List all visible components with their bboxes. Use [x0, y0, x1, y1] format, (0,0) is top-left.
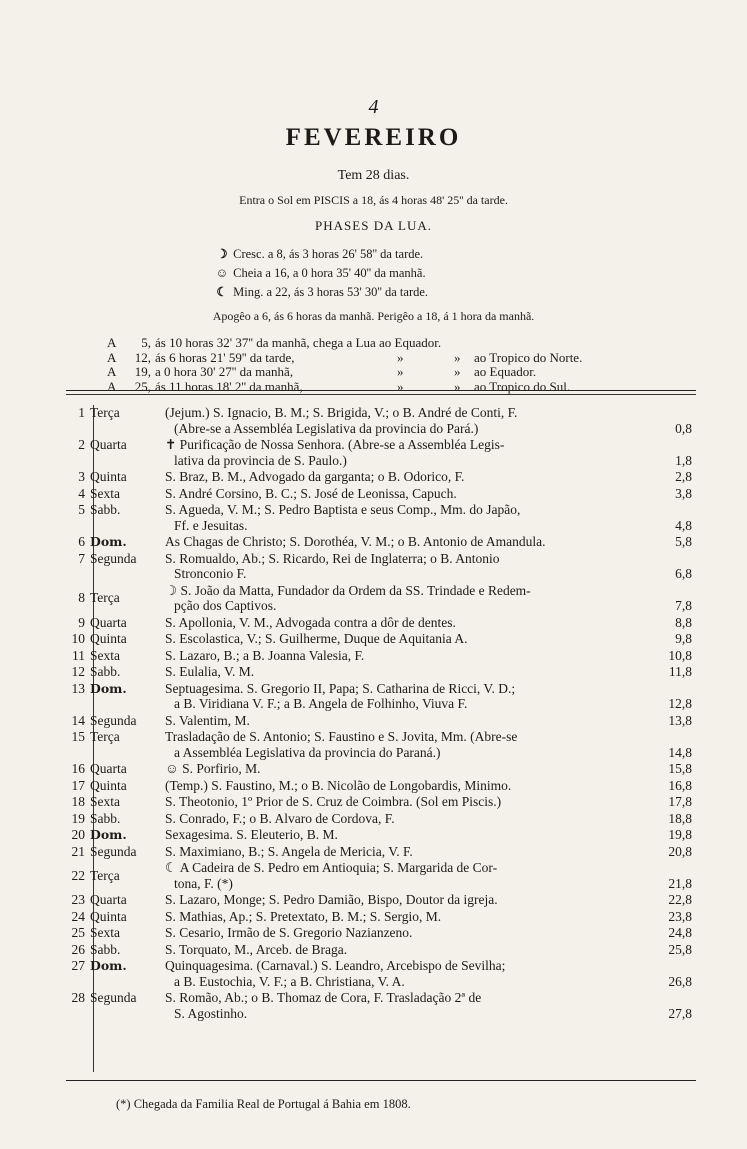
equator-row — [107, 349, 583, 366]
feast-line: S. Agueda, V. M.; S. Pedro Baptista e seus Comp., Mm. do Japão, — [165, 502, 521, 517]
weekday: Quarta — [90, 614, 127, 630]
feast-line-continued: pção dos Captivos. — [174, 598, 277, 613]
feast-line: S. Braz, B. M., Advogado da garganta; o B. Odorico, F. — [165, 469, 465, 484]
feast-line: S. Apollonia, V. M., Advogada contra a dôr de dentes. — [165, 614, 456, 630]
epact-value: 16,8 — [668, 777, 692, 793]
feast-line: ☾ A Cadeira de S. Pedro em Antioquia; S. Margarida de Cor- — [165, 860, 498, 875]
equator-row — [107, 378, 571, 395]
feast-text — [165, 925, 645, 941]
feast-text — [165, 909, 645, 925]
feast-text — [165, 405, 645, 436]
feast-text — [165, 892, 645, 908]
feast-line-continued: Ff. e Jesuitas. — [174, 517, 248, 533]
day-number: 19 — [71, 810, 85, 826]
feast-text — [165, 827, 645, 843]
ditto-mark: » — [397, 378, 404, 394]
equator-row — [107, 364, 537, 380]
feast-line: S. Escolastica, V.; S. Guilherme, Duque de Aquitania A. — [165, 631, 468, 646]
moon-phase-text: Ming. a 22, ás 3 horas 53' 30'' da tarde. — [233, 285, 429, 299]
day-number: 1 — [78, 405, 85, 420]
feast-text — [165, 761, 645, 777]
apogee-perigee-line: Apogêo a 6, ás 6 horas da manhã. Perigêo a 18, á 1 hora da manhã. — [212, 309, 535, 323]
feast-text — [165, 942, 645, 958]
feast-text — [165, 583, 645, 614]
feast-text — [165, 713, 645, 729]
equator-prefix: A — [107, 335, 117, 350]
waning-moon-icon: ☾ — [216, 285, 228, 299]
feast-text — [165, 664, 645, 680]
weekday: Segunda — [90, 550, 137, 566]
epact-value: 2,8 — [675, 469, 692, 484]
day-number: 17 — [71, 777, 85, 793]
epact-value: 8,8 — [675, 614, 692, 630]
epact-value: 18,8 — [668, 810, 692, 826]
weekday: Dom. — [90, 958, 127, 973]
top-rule-double — [66, 394, 696, 395]
ditto-mark: » — [397, 349, 404, 365]
equator-prefix: A — [107, 364, 117, 379]
day-number: 20 — [71, 827, 85, 842]
equator-destination: ao Tropico do Sul. — [474, 378, 571, 394]
epact-value: 11,8 — [668, 664, 692, 679]
epact-value: 19,8 — [668, 827, 692, 842]
weekday: Sabb. — [90, 502, 121, 517]
day-number: 5 — [78, 502, 85, 517]
epact-value: 21,8 — [668, 875, 692, 891]
feast-line-continued: (Abre-se a Assembléa Legislativa da provincia do Pará.) — [174, 420, 479, 436]
weekday: Sexta — [90, 485, 120, 501]
equator-day: 25, — [134, 378, 151, 394]
epact-value: 10,8 — [668, 647, 692, 663]
weekday: Segunda — [90, 712, 137, 728]
epact-value: 4,8 — [675, 517, 692, 533]
feast-line: S. Theotonio, 1º Prior de S. Cruz de Coimbra. (Sol em Piscis.) — [165, 794, 502, 809]
feast-text — [165, 860, 645, 891]
feast-text — [165, 844, 645, 860]
day-number: 13 — [71, 680, 85, 696]
feast-line: ☽ S. João da Matta, Fundador da Ordem da SS. Trindade e Redem- — [165, 582, 531, 598]
feast-text — [165, 437, 645, 468]
day-number: 24 — [71, 908, 85, 924]
moon-phase-text: Cresc. a 8, ás 3 horas 26' 58'' da tarde. — [233, 247, 424, 261]
day-number: 10 — [71, 631, 85, 646]
equator-time: ás 10 horas 32' 37'' da manhã, chega a Lua ao Equador. — [155, 335, 442, 350]
epact-value: 26,8 — [668, 973, 692, 989]
weekday: Terça — [90, 729, 120, 744]
top-rule — [66, 390, 696, 391]
equator-time: a 0 hora 30' 27'' da manhã, — [155, 364, 294, 379]
epact-value: 23,8 — [668, 908, 692, 924]
day-number: 12 — [71, 664, 85, 679]
feast-text — [165, 778, 645, 794]
weekday: Quarta — [90, 437, 127, 452]
feast-text — [165, 958, 645, 989]
feast-line: S. Cesario, Irmão de S. Gregorio Nazianzeno. — [165, 925, 413, 940]
feast-text — [165, 648, 645, 664]
weekday: Terça — [90, 590, 120, 606]
feast-text — [165, 729, 645, 760]
weekday: Quinta — [90, 777, 127, 793]
weekday: Quarta — [90, 761, 127, 776]
feast-line: (Temp.) S. Faustino, M.; o B. Nicolão de Longobardis, Minimo. — [165, 777, 512, 793]
feast-line-continued: a Assembléa Legislativa da provincia do Paraná.) — [174, 744, 441, 760]
equator-day: 19, — [134, 364, 151, 379]
weekday: Segunda — [90, 990, 137, 1005]
epact-value: 14,8 — [668, 744, 692, 760]
weekday: Sabb. — [90, 941, 121, 957]
moon-phases-heading: PHASES DA LUA. — [315, 218, 432, 233]
feast-line: Septuagesima. S. Gregorio II, Papa; S. Catharina de Ricci, V. D.; — [165, 680, 516, 696]
epact-value: 6,8 — [675, 566, 692, 581]
feast-text — [165, 486, 645, 502]
feast-line: ☺ S. Porfirio, M. — [165, 761, 261, 776]
equator-day: 5, — [141, 335, 151, 350]
day-number: 4 — [78, 485, 85, 501]
moon-phases-list — [214, 245, 428, 302]
feast-line: S. Eulalia, V. M. — [165, 664, 255, 679]
weekday: Sexta — [90, 647, 120, 663]
moon-phase-row — [214, 283, 428, 302]
day-number: 22 — [71, 867, 85, 883]
page-number: 4 — [368, 96, 379, 118]
ditto-mark: » — [454, 349, 461, 365]
feast-line: ✝ Purificação de Nossa Senhora. (Abre-se a Assembléa Legis- — [165, 437, 505, 452]
feast-line-continued: a B. Eustochia, V. F.; a B. Christiana, V. A. — [174, 973, 405, 989]
moon-equator-list — [107, 335, 583, 394]
day-number: 16 — [71, 761, 85, 776]
epact-value: 27,8 — [668, 1005, 692, 1021]
epact-value: 3,8 — [675, 485, 692, 501]
feast-line-continued: tona, F. (*) — [174, 875, 233, 891]
feast-text — [165, 615, 645, 631]
feast-text — [165, 681, 645, 712]
feast-text — [165, 551, 645, 582]
epact-value: 17,8 — [668, 794, 692, 809]
feast-line: S. Lazaro, Monge; S. Pedro Damião, Bispo, Doutor da igreja. — [165, 892, 498, 907]
feast-line-continued: Stronconio F. — [174, 566, 247, 581]
weekday: Dom. — [90, 680, 127, 696]
equator-row — [107, 335, 442, 351]
feast-line: S. Lazaro, B.; a B. Joanna Valesia, F. — [165, 647, 365, 663]
day-number: 25 — [71, 925, 85, 940]
feast-line: S. Mathias, Ap.; S. Pretextato, B. M.; S. Sergio, M. — [165, 908, 442, 924]
epact-value: 13,8 — [668, 712, 692, 728]
weekday: Quinta — [90, 631, 127, 646]
day-number: 7 — [78, 550, 85, 566]
equator-time: ás 6 horas 21' 59'' da tarde, — [155, 349, 295, 365]
day-number: 21 — [71, 843, 85, 859]
feast-line: Sexagesima. S. Eleuterio, B. M. — [165, 827, 338, 842]
epact-value: 12,8 — [668, 696, 692, 711]
day-number: 28 — [71, 990, 85, 1005]
crescent-moon-icon: ☽ — [216, 247, 228, 261]
weekday: Terça — [90, 867, 120, 883]
epact-value: 24,8 — [668, 925, 692, 940]
footnote: (*) Chegada da Familia Real de Portugal á Bahia em 1808. — [116, 1097, 411, 1111]
feast-text — [165, 502, 645, 533]
feast-text — [165, 990, 645, 1021]
weekday: Segunda — [90, 843, 137, 859]
day-number: 8 — [78, 590, 85, 606]
weekday: Sabb. — [90, 810, 121, 826]
day-number: 2 — [78, 437, 85, 452]
epact-value: 5,8 — [675, 534, 692, 549]
days-count: Tem 28 dias. — [337, 168, 410, 183]
feast-line: Trasladação de S. Antonio; S. Faustino e S. Jovita, Mm. (Abre-se — [165, 729, 518, 744]
day-number: 23 — [71, 892, 85, 907]
weekday: Sexta — [90, 925, 120, 940]
weekday: Sabb. — [90, 664, 121, 679]
day-number: 18 — [71, 794, 85, 809]
ditto-mark: » — [397, 364, 404, 379]
equator-prefix: A — [107, 349, 117, 365]
day-number: 26 — [71, 941, 85, 957]
feast-line: S. Valentim, M. — [165, 712, 250, 728]
epact-value: 25,8 — [668, 941, 692, 957]
feast-line: (Jejum.) S. Ignacio, B. M.; S. Brigida, V.; o B. André de Conti, F. — [165, 405, 518, 420]
moon-phase-row — [214, 264, 428, 283]
epact-value: 0,8 — [675, 420, 692, 436]
day-number: 3 — [78, 469, 85, 484]
weekday: Sexta — [90, 794, 120, 809]
feast-line: As Chagas de Christo; S. Dorothéa, V. M.; o B. Antonio de Amandula. — [165, 534, 546, 549]
day-number: 14 — [71, 712, 85, 728]
bottom-rule — [66, 1080, 696, 1081]
feast-line: S. Conrado, F.; o B. Alvaro de Cordova, F. — [165, 810, 395, 826]
day-number: 27 — [71, 958, 85, 973]
epact-value: 9,8 — [675, 631, 692, 646]
feast-line-continued: S. Agostinho. — [174, 1005, 248, 1021]
feast-line-continued: lativa da provincia de S. Paulo.) — [174, 452, 347, 468]
feast-text — [165, 631, 645, 647]
weekday: Dom. — [90, 534, 127, 549]
equator-destination: ao Tropico do Norte. — [474, 349, 583, 365]
epact-value: 1,8 — [675, 452, 692, 468]
day-number: 15 — [71, 729, 85, 744]
equator-destination: ao Equador. — [474, 364, 537, 379]
month-title: FEVEREIRO — [285, 124, 462, 151]
equator-prefix: A — [107, 378, 117, 394]
moon-phase-row — [214, 245, 428, 264]
epact-value: 20,8 — [668, 843, 692, 859]
feast-line: S. Romão, Ab.; o B. Thomaz de Cora, F. Trasladação 2ª de — [165, 990, 482, 1005]
equator-time: ás 11 horas 18' 2'' da manhã, — [155, 378, 303, 394]
weekday: Quinta — [90, 908, 127, 924]
weekday: Quinta — [90, 469, 127, 484]
ditto-mark: » — [454, 364, 461, 379]
day-number: 6 — [78, 534, 85, 549]
epact-value: 7,8 — [675, 598, 692, 613]
feast-line: S. Torquato, M., Arceb. de Braga. — [165, 941, 348, 957]
full-moon-icon: ☺ — [215, 266, 229, 280]
feast-text — [165, 469, 645, 485]
weekday: Dom. — [90, 827, 127, 842]
day-number: 11 — [72, 647, 85, 663]
weekday: Quarta — [90, 892, 127, 907]
sun-entry-line: Entra o Sol em PISCIS a 18, ás 4 horas 48' 25'' da tarde. — [239, 193, 508, 207]
feast-text — [165, 534, 645, 550]
day-number: 9 — [78, 614, 85, 630]
ditto-mark: » — [454, 378, 461, 394]
feast-text — [165, 794, 645, 810]
feast-line: S. Maximiano, B.; S. Angela de Mericia, V. F. — [165, 843, 413, 859]
equator-day: 12, — [134, 349, 151, 365]
feast-line-continued: a B. Viridiana V. F.; a B. Angela de Folhinho, Viuva F. — [174, 696, 468, 711]
moon-phase-text: Cheia a 16, a 0 hora 35' 40'' da manhã. — [233, 266, 426, 280]
epact-value: 15,8 — [668, 761, 692, 776]
epact-value: 22,8 — [668, 892, 692, 907]
weekday: Terça — [90, 405, 120, 420]
feast-text — [165, 811, 645, 827]
feast-line: S. Romualdo, Ab.; S. Ricardo, Rei de Inglaterra; o B. Antonio — [165, 550, 500, 566]
feast-line: Quinquagesima. (Carnaval.) S. Leandro, Arcebispo de Sevilha; — [165, 958, 506, 973]
feast-line: S. André Corsino, B. C.; S. José de Leonissa, Capuch. — [165, 485, 457, 501]
